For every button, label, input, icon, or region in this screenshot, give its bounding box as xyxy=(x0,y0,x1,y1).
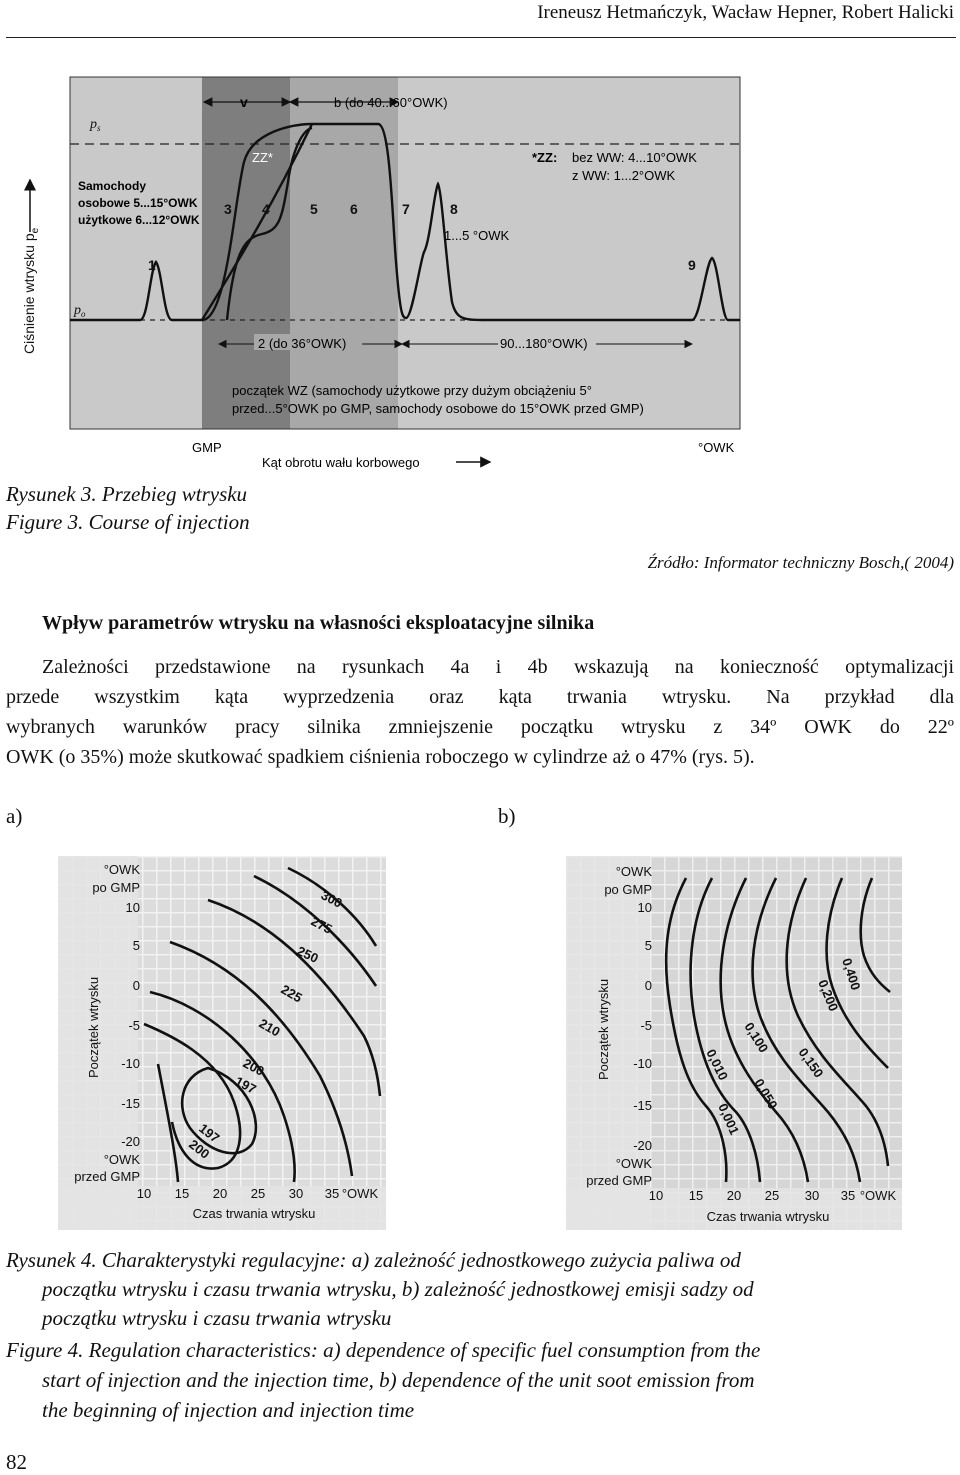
fig3-num-8: 8 xyxy=(450,201,458,217)
fig4b-y-bottom-2: przed GMP xyxy=(586,1173,652,1188)
fig4b-y-tick: 10 xyxy=(637,900,652,915)
fig3-v-label: v xyxy=(240,94,248,110)
fig3-vehicles-line3: użytkowe 6...12°OWK xyxy=(78,213,200,227)
paragraph-line: wybranych warunków pracy silnika zmniejszenie początku wtrysku z 34º OWK do 22º xyxy=(6,716,954,738)
fig4a-contour-label: 210 xyxy=(256,1015,283,1040)
fig4a-y-tick: 10 xyxy=(125,900,140,915)
fig3-ps-sub: s xyxy=(97,123,101,133)
fig4b-y-tick: -15 xyxy=(633,1098,652,1113)
fig4b-y-bottom-1: °OWK xyxy=(615,1156,652,1171)
figure-3-injection-course xyxy=(12,62,772,470)
fig4b-x-axis-label: Czas trwania wtrysku xyxy=(706,1209,830,1224)
fig4a-x-tick: 20 xyxy=(212,1186,228,1201)
figure-4a-fuel-consumption xyxy=(58,856,386,1230)
fig4a-y-tick: -15 xyxy=(121,1096,140,1111)
fig4a-y-tick: -20 xyxy=(121,1134,140,1149)
fig4b-x-unit: °OWK xyxy=(859,1188,897,1203)
fig3-vehicles-line1: Samochody xyxy=(78,179,147,193)
fig3-zz-label: ZZ* xyxy=(252,150,273,165)
header-rule xyxy=(6,37,956,38)
fig4b-x-tick: 25 xyxy=(764,1188,780,1203)
fig3-y-axis-text: Ciśnienie wtrysku p xyxy=(21,233,37,354)
paragraph-line: OWK (o 35%) może skutkować spadkiem ciśnienia roboczego w cylindrze aż o 47% (rys. 5). xyxy=(6,746,755,768)
fig4a-x-axis-label: Czas trwania wtrysku xyxy=(192,1206,316,1221)
fig4b-contour-label: 0,001 xyxy=(715,1101,743,1137)
fig3-vehicles-line2: osobowe 5...15°OWK xyxy=(78,196,198,210)
fig3-b-label: b (do 40...60°OWK) xyxy=(334,95,448,110)
fig3-start-line2: przed...5°OWK po GMP, samochody osobowe do 15°OWK przed GMP) xyxy=(232,401,644,416)
fig3-gmp-label: GMP xyxy=(192,440,222,455)
fig4b-contour-label: 0,010 xyxy=(703,1046,732,1083)
fig3-start-line1: początek WZ (samochody użytkowe przy dużym obciążeniu 5° xyxy=(232,383,592,398)
fig3-po-label: p xyxy=(74,303,81,318)
fig4b-x-tick: 30 xyxy=(804,1188,820,1203)
fig4b-contour-label: 0,150 xyxy=(795,1045,827,1081)
figure-4-caption-en-line1: Figure 4. Regulation characteristics: a) dependence of specific fuel consumption from the xyxy=(6,1338,761,1362)
fig4b-y-tick: 0 xyxy=(644,978,652,993)
fig4a-contour-label: 197 xyxy=(232,1073,259,1097)
fig4b-contour-label: 0,200 xyxy=(815,977,842,1014)
fig4a-contour-label: 200 xyxy=(240,1055,267,1079)
fig4a-y-bottom-2: przed GMP xyxy=(74,1169,140,1184)
page-number: 82 xyxy=(6,1450,27,1474)
fig4a-contour-label: 197 xyxy=(196,1120,223,1146)
fig4a-y-unit-2: po GMP xyxy=(92,880,140,895)
fig4b-y-unit-1: °OWK xyxy=(615,864,652,879)
fig3-num-7: 7 xyxy=(402,201,410,217)
figure-3-caption-en: Figure 3. Course of injection xyxy=(6,510,250,534)
fig4a-contour-label: 225 xyxy=(278,981,305,1006)
fig3-y-axis-sub: e xyxy=(30,227,41,234)
fig4a-y-unit-1: °OWK xyxy=(103,862,140,877)
figure-4-caption-pl-line2: początku wtrysku i czasu trwania wtrysku, b) zależność jednostkowej emisji sadzy od xyxy=(42,1277,754,1301)
figure-3-source: Źródło: Informator techniczny Bosch,( 2004) xyxy=(647,553,954,572)
panel-a-label: a) xyxy=(6,804,23,828)
fig4b-x-tick: 35 xyxy=(840,1188,856,1203)
fig3-num-1: 1 xyxy=(148,257,156,273)
fig4a-contour-label: 300 xyxy=(318,887,345,911)
fig3-dim-90-180: 90...180°OWK) xyxy=(500,336,588,351)
fig3-x-axis-label: Kąt obrotu wału korbowego xyxy=(262,455,420,470)
fig4b-contour-label: 0,050 xyxy=(751,1076,781,1112)
paragraph-line: Zależności przedstawione na rysunkach 4a i 4b wskazują na konieczność optymalizacji xyxy=(42,656,954,678)
fig4a-contour-label: 275 xyxy=(308,913,335,937)
fig3-po-sub: o xyxy=(81,309,86,319)
figure-4-caption-en-line3: the beginning of injection and injection time xyxy=(42,1398,415,1422)
fig4a-y-axis-label: Początek wtrysku xyxy=(86,976,101,1078)
fig4b-y-tick: -5 xyxy=(640,1018,652,1033)
fig3-zz-note-line2: z WW: 1...2°OWK xyxy=(572,168,676,183)
fig4a-x-tick: 25 xyxy=(250,1186,266,1201)
fig3-y-axis-label xyxy=(21,227,41,354)
fig4a-y-tick: 5 xyxy=(132,938,140,953)
fig4b-contour-label: 0,400 xyxy=(839,956,864,992)
fig3-num-9: 9 xyxy=(688,257,696,273)
fig3-owk-label: °OWK xyxy=(698,440,735,455)
figure-3-caption-pl: Rysunek 3. Przebieg wtrysku xyxy=(6,482,248,506)
fig4b-y-tick: -20 xyxy=(633,1138,652,1153)
fig4b-x-tick: 20 xyxy=(726,1188,742,1203)
fig4a-y-bottom-1: °OWK xyxy=(103,1152,140,1167)
fig3-range-1-5: 1...5 °OWK xyxy=(444,228,510,243)
fig4b-y-tick: 5 xyxy=(644,938,652,953)
fig3-num-6: 6 xyxy=(350,201,358,217)
figure-4b-soot-emission xyxy=(566,856,902,1230)
panel-b-label: b) xyxy=(498,804,516,828)
fig4a-contour-label: 250 xyxy=(294,943,321,966)
fig3-num-4: 4 xyxy=(262,201,270,217)
paragraph-line: przede wszystkim kąta wyprzedzenia oraz kąta trwania wtrysku. Na przykład dla xyxy=(6,686,954,708)
fig3-zz-note-line1: bez WW: 4...10°OWK xyxy=(572,150,697,165)
body-paragraph xyxy=(0,652,960,776)
fig4a-x-tick: 30 xyxy=(288,1186,304,1201)
fig3-dim-2: 2 (do 36°OWK) xyxy=(258,336,347,351)
fig3-ps-label: p xyxy=(90,117,97,132)
fig4a-x-tick: 10 xyxy=(136,1186,152,1201)
fig4b-x-tick: 15 xyxy=(688,1188,704,1203)
fig4b-y-unit-2: po GMP xyxy=(604,882,652,897)
figure-4-caption-pl-line3: początku wtrysku i czasu trwania wtrysku xyxy=(42,1306,392,1330)
fig3-zz-note-title: *ZZ: xyxy=(532,150,558,165)
fig3-num-3: 3 xyxy=(224,201,232,217)
figure-4-caption-pl-line1: Rysunek 4. Charakterystyki regulacyjne: a) zależność jednostkowego zużycia paliwa od xyxy=(6,1248,741,1272)
fig4a-contour-label: 200 xyxy=(186,1136,213,1162)
fig4a-y-tick: 0 xyxy=(132,978,140,993)
fig4a-x-tick: 15 xyxy=(174,1186,190,1201)
fig4a-y-tick: -5 xyxy=(128,1018,140,1033)
fig4a-x-tick: 35 xyxy=(324,1186,340,1201)
fig4b-x-tick: 10 xyxy=(648,1188,664,1203)
figure-4-caption-en-line2: start of injection and the injection time, b) dependence of the unit soot emission from xyxy=(42,1368,755,1392)
section-heading: Wpływ parametrów wtrysku na własności eksploatacyjne silnika xyxy=(42,612,595,634)
fig4a-x-unit: °OWK xyxy=(341,1186,379,1201)
fig4a-y-tick: -10 xyxy=(121,1056,140,1071)
fig4b-contour-label: 0,100 xyxy=(741,1019,772,1056)
fig4b-y-tick: -10 xyxy=(633,1056,652,1071)
running-header-authors: Ireneusz Hetmańczyk, Wacław Hepner, Robert Halicki xyxy=(537,2,954,23)
fig4b-y-axis-label: Początek wtrysku xyxy=(596,978,611,1080)
fig3-num-5: 5 xyxy=(310,201,318,217)
